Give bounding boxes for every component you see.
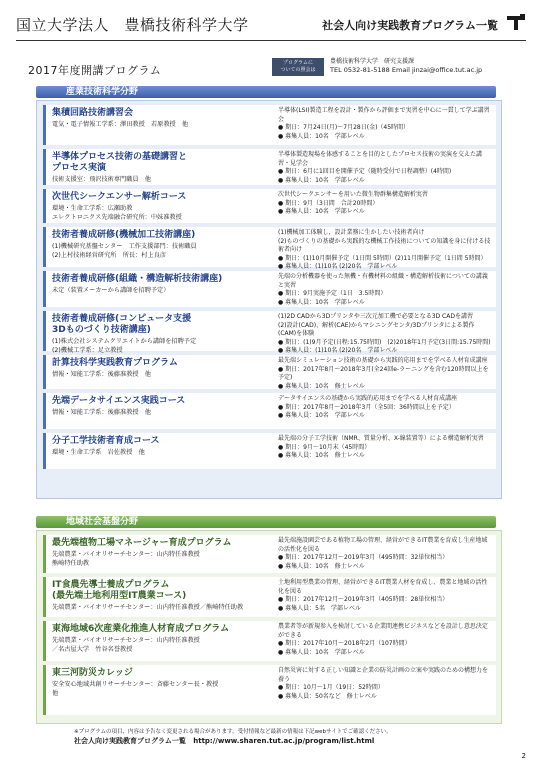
- course-instructors: [52, 337, 272, 355]
- course-name-line: 半導体プロセス技術の基礎講習と: [52, 152, 188, 162]
- course-name-line: (最先端土地利用型IT農業コース): [52, 591, 187, 601]
- course-name: [52, 436, 272, 447]
- course-capacity: ● 募集人員：10名 学部レベル: [278, 132, 365, 140]
- course-capacity: ● 募集人員：10名 学部レベル: [278, 176, 365, 184]
- instructor-line: 未定（装置メーカーから講師を招聘予定）: [52, 287, 170, 294]
- course-card[interactable]: [43, 311, 496, 355]
- course-name-line: 東三河防災カレッジ: [52, 668, 133, 678]
- course-schedule: ● 期日：10月〜1月（19日：52時間）: [278, 684, 384, 692]
- document-title: 社会人向け実践教育プログラム一覧: [322, 19, 498, 32]
- course-details: [278, 395, 492, 421]
- course-description: 土地利用型農業の管理、経営ができるIT農業人材を育成し、農業と地域の活性化を図る: [278, 579, 488, 595]
- course-schedule: ● 期日：6月に1回目を開催予定（随時受付で日程調整）(4時間): [278, 168, 452, 176]
- course-schedule: ● 期日：9月（3日間 合計20時間）: [278, 199, 379, 207]
- contact-office: 豊橋技術科学大学 研究支援課: [330, 58, 415, 65]
- course-card[interactable]: [43, 105, 496, 145]
- course-schedule: ● 期日：2017年12月〜2019年3月（495時間：32単位相当）: [278, 554, 449, 562]
- footer-link-label: 社会人向け実践教育プログラム一覧: [74, 737, 186, 745]
- course-name: [52, 580, 272, 602]
- course-details: [278, 313, 492, 356]
- instructor-line: 情報・知能工学系：後藤准教授 他: [52, 409, 151, 416]
- course-details: [278, 229, 492, 272]
- course-card[interactable]: [43, 227, 496, 271]
- course-schedule: ● 期日：7月24日(月)〜7月28日(金)（45時間）: [278, 124, 410, 132]
- course-card[interactable]: [43, 535, 496, 573]
- course-capacity: ● 募集人員：(1)10名 (2)20名 学部レベル: [278, 263, 398, 271]
- university-logo-icon: [506, 13, 526, 31]
- course-details: [278, 667, 492, 701]
- section-panel-regional: [36, 530, 502, 724]
- course-details: [278, 357, 492, 391]
- course-instructors: [52, 242, 272, 260]
- course-details: [278, 623, 492, 657]
- course-card[interactable]: [43, 355, 496, 389]
- contact-badge: [272, 58, 324, 76]
- course-capacity: ● 募集人員：10名 修士レベル: [278, 452, 365, 460]
- instructor-line: 熊崎特任助教: [52, 560, 90, 567]
- footer-url[interactable]: http://www.sharen.tut.ac.jp/program/list.html: [193, 737, 375, 745]
- section-panel-industrial: [36, 100, 502, 499]
- course-card[interactable]: [43, 393, 496, 429]
- course-description-2: (2)設計(CAD)、解析(CAE)からマシニングセンタ/3Dプリンタによる製作(CAM)を体験: [278, 321, 475, 338]
- instructor-line: エレクトロニクス先端融合研究所：中妹准教授: [52, 214, 182, 221]
- section-header-industrial: 産業技術科学分野: [36, 86, 496, 98]
- course-name-line: IT食農先導士養成プログラム: [52, 580, 170, 590]
- course-name-line: 先端データサイエンス実践コース: [52, 396, 186, 406]
- year-program-title: 2017年度開講プログラム: [28, 64, 162, 77]
- course-schedule: ● 期日：2017年8月〜2018年3月(全24回e-ラーニングを含む120時間以上を予定): [278, 365, 489, 382]
- course-instructors: [52, 680, 272, 698]
- course-name: [52, 624, 272, 635]
- course-card[interactable]: [43, 271, 496, 307]
- instructor-line: ／名古屋大学 竹谷名誉教授: [52, 646, 133, 653]
- course-schedule: ● 期日：9月〜10月末（45時間）: [278, 443, 371, 451]
- course-capacity: ● 募集人員：(1)10名 (2)20名 学部レベル: [278, 347, 398, 355]
- contact-info: [330, 58, 482, 74]
- instructor-line: 環境・生命工学系 岩佐教授 他: [52, 449, 145, 456]
- footer-link[interactable]: [74, 736, 374, 746]
- course-name: [52, 152, 272, 174]
- course-description: 農業者等が新規参入を検討している企業間連携ビジネスなどを設計し意思決定ができる: [278, 623, 488, 639]
- course-name: [52, 396, 272, 407]
- university-name: 国立大学法人 豊橋技術科学大学: [16, 16, 249, 34]
- footer-note: ※プログラムの項目、内容は予告なく変更される場合があります。受付情報など最新の情報は下記webサイトでご確認ください。: [74, 729, 392, 735]
- course-description: 最先端施設園芸である植物工場の管理、経営ができるIT農業を育成し生産地域の活性化を図る: [278, 537, 488, 553]
- course-details: [278, 537, 492, 571]
- course-instructors: [52, 120, 272, 129]
- course-description: データサイエンスの基礎から実践的応用までを学べる人材育成講座: [278, 395, 458, 402]
- course-name-line: 3Dものづくり技術講座): [52, 325, 151, 335]
- course-description: 次世代シークエンサーを用いた微生物群集構造解析実習: [278, 191, 428, 198]
- course-capacity: ● 募集人員：10名 学部レベル: [278, 298, 365, 306]
- course-details: [278, 151, 492, 185]
- instructor-line: (1)機械研究基盤センター 工作支援部門：技術職員: [52, 243, 197, 250]
- instructor-line: 環境・生命工学系：広瀬助教: [52, 205, 133, 212]
- course-schedule: ● 期日：9月実施予定（1日 3.5時間）: [278, 290, 387, 298]
- page-number: 2: [521, 752, 526, 760]
- course-description-2: (2)ものづくりの基礎から実践的な機械工作技術についての知識を身に付ける技術者向け: [278, 237, 491, 254]
- course-instructors: [52, 550, 272, 568]
- instructor-line: 他: [52, 690, 59, 697]
- instructor-line: (2)上村技術経営研究所 所長：村上良彦: [52, 252, 166, 259]
- course-details: [278, 579, 492, 613]
- course-description: 半導体製造現場を体感することを目的としたプロセス技術の実演を交えた講習・見学会: [278, 151, 483, 167]
- course-card[interactable]: [43, 189, 496, 223]
- contact-badge-line2: ついての照会は: [280, 67, 316, 73]
- course-instructors: [52, 204, 272, 222]
- course-card[interactable]: [43, 149, 496, 185]
- course-name-line: 技術者養成研修(機械加工技術講座): [52, 230, 196, 240]
- course-name-line: 東海地域6次産業化推進人材育成プログラム: [52, 624, 230, 634]
- course-name-line: 最先端植物工場マネージャー育成プログラム: [52, 538, 232, 548]
- course-details: [278, 107, 492, 141]
- course-description: 最先端シミュレーション技術の基礎から実践的応用までを学べる人材育成講座: [278, 357, 488, 364]
- instructor-line: (2)機械工学系：足立教授: [52, 347, 123, 354]
- course-schedule: ● 期日：(1)10月開催予定（1日間 5時間）(2)11月開催予定（1日間 5時間）: [278, 254, 487, 262]
- course-description: 最先端の分子工学技術（NMR、質量分析、X-線装置等）による構造解析実習: [278, 435, 484, 442]
- course-description: 自然災害に対する正しい知識と企業の防災計画の立案や実践のための構想力を養う: [278, 667, 489, 683]
- contact-badge-line1: プログラムに: [283, 60, 313, 66]
- course-description: (1)機械加工体験し，設計業務に生かしたい技術者向け: [278, 229, 425, 236]
- course-instructors: [52, 603, 272, 612]
- course-capacity: ● 募集人員：10名 学部レベル: [278, 412, 365, 420]
- section-header-regional: 地域社会基盤分野: [36, 516, 496, 528]
- course-capacity: ● 募集人員：10名 修士レベル: [278, 382, 365, 390]
- course-details: [278, 273, 492, 307]
- course-details: [278, 435, 492, 461]
- instructor-line: 安全安心地域共創リサーチセンター：斉藤センター長・教授: [52, 681, 219, 688]
- course-card[interactable]: [43, 433, 496, 469]
- course-name-line: 技術者養成研修(組織・構造解析技術講座): [52, 274, 223, 284]
- course-schedule: ● 期日：2017年8月〜2018年3月（全5回：36時間以上を予定）: [278, 403, 455, 411]
- course-instructors: [52, 175, 272, 184]
- course-instructors: [52, 408, 272, 417]
- course-name-line: プロセス実演: [52, 163, 107, 173]
- course-card[interactable]: [43, 577, 496, 617]
- course-card[interactable]: [43, 665, 496, 715]
- course-name-line: 計算技科学実践教育プログラム: [52, 358, 178, 368]
- course-capacity: ● 募集人員：10名 学部レベル: [278, 208, 365, 216]
- course-name: [52, 230, 272, 241]
- course-instructors: [52, 370, 272, 379]
- course-name: [52, 668, 272, 679]
- course-name: [52, 108, 272, 119]
- course-instructors: [52, 286, 272, 295]
- course-description: 半導体(LSI)製造工程を設計・製作から評価まで実習を中心に一貫して学ぶ講習会: [278, 107, 490, 123]
- course-capacity: ● 募集人員：50名など 修士レベル: [278, 692, 377, 700]
- course-name-line: 技術者養成研修(コンピュータ支援: [52, 314, 192, 324]
- course-description: 先端の分析機器を使った無機・有機材料の組織・構造解析技術についての講義と実習: [278, 273, 488, 289]
- course-name-line: 次世代シークエンサー解析コース: [52, 192, 187, 202]
- course-capacity: ● 募集人員：5名 学部レベル: [278, 604, 361, 612]
- page-header: [0, 0, 540, 46]
- course-schedule: ● 期日：2017年10月〜2018年2月（107時間）: [278, 640, 411, 648]
- course-name: [52, 314, 272, 336]
- course-name-line: 分子工学技術者育成コース: [52, 436, 160, 446]
- course-name-line: 集積回路技術講習会: [52, 108, 134, 118]
- course-schedule: ● 期日：(1)9月予定(日程:15.75時間) (2)2018年1月予定(3日間:15.75時間): [278, 338, 491, 346]
- instructor-line: 技術支援室：飛沢技術専門職員 他: [52, 176, 151, 183]
- header-divider: [16, 40, 526, 41]
- instructor-line: 先端農業・バイオリサーチセンター：山内特任准教授: [52, 551, 200, 558]
- course-capacity: ● 募集人員：10名 修士レベル: [278, 562, 365, 570]
- course-schedule: ● 期日：2017年12月〜2019年3月（405時間：28単位相当）: [278, 596, 449, 604]
- course-instructors: [52, 636, 272, 654]
- course-name: [52, 358, 272, 369]
- instructor-line: 情報・知能工学系：後藤准教授 他: [52, 371, 151, 378]
- instructor-line: (1)株式会社システムクリエイトから講師を招聘予定: [52, 338, 197, 345]
- course-capacity: ● 募集人員：10名 学部レベル: [278, 648, 365, 656]
- instructor-line: 先端農業・バイオリサーチセンター：山内特任准教授: [52, 637, 200, 644]
- course-description: (1)2D CADから3Dプリンタや三次元加工機で必要となる3D CADを講習: [278, 313, 473, 320]
- contact-tel-email: TEL 0532-81-5188 Email jinzai@office.tut.ac.jp: [330, 66, 483, 74]
- course-details: [278, 191, 492, 217]
- course-name: [52, 274, 272, 285]
- course-card[interactable]: [43, 621, 496, 661]
- course-instructors: [52, 448, 272, 457]
- instructor-line: 先端農業・バイオリサーチセンター：山内特任准教授／熊崎特任助教: [52, 604, 244, 611]
- course-name: [52, 538, 272, 549]
- instructor-line: 電気・電子情報工学系：澤田教授 若原教授 他: [52, 121, 189, 128]
- course-name: [52, 192, 272, 203]
